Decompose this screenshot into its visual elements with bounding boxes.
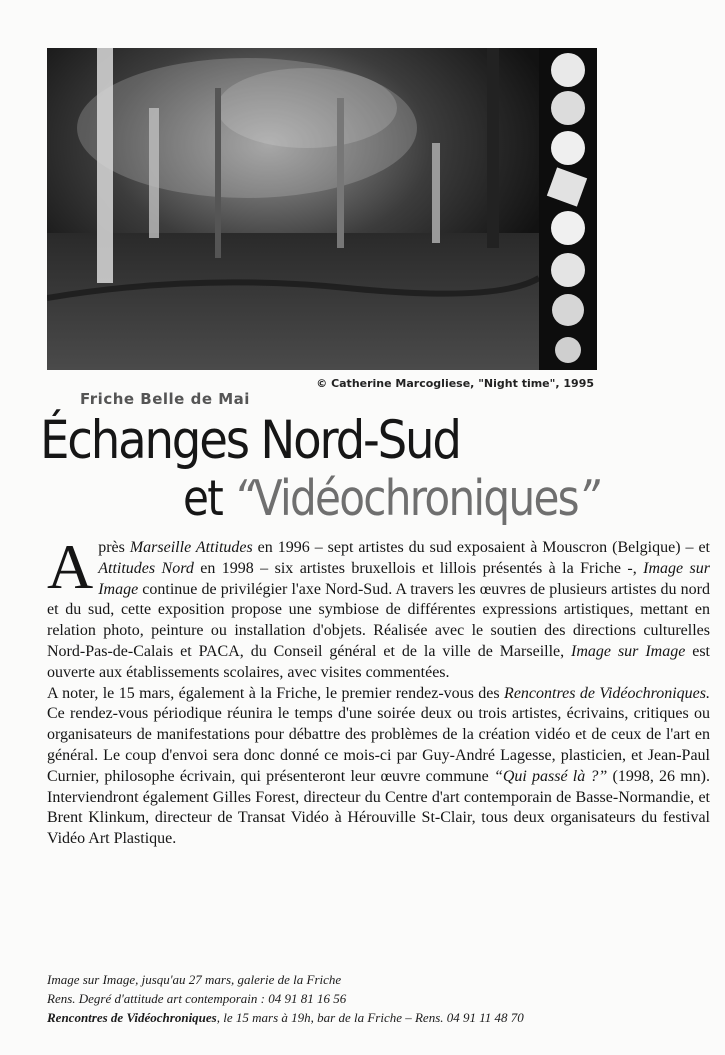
title-et: et: [183, 470, 223, 527]
footer-line-3-rest: , le 15 mars à 19h, bar de la Friche – Rens. 04 91 11 48 70: [216, 1010, 524, 1025]
footer-line-2: Rens. Degré d'attitude art contemporain : 04 91 81 16 56: [47, 991, 347, 1006]
night-forest-photo: [47, 48, 597, 370]
text-run: continue de privilégier l'axe Nord-Sud. A travers les œuvres de plusieurs artistes du nord et du sud, cette exposition propose une symbiose de différentes expressions artistiques, mettant en relation photo, peinture ou installation d'objets. Réalisée avec le soutien des directions culturelles Nord-Pas-de-Calais et PACA, du Conseil général et de la ville de Marseille,: [47, 580, 710, 660]
photo-artwork: [47, 48, 597, 370]
italic-title: Attitudes Nord: [98, 559, 194, 577]
dropcap: A: [47, 531, 94, 602]
text-run: en 1996 – sept artistes du sud exposaient à Mouscron (Belgique) – et: [252, 539, 711, 556]
article-title-line1: Échanges Nord-Sud: [40, 410, 460, 471]
title-videochroniques: Vidéochroniques: [253, 470, 578, 527]
article-title-line2: [183, 470, 599, 527]
footer-line-3: [47, 1008, 707, 1027]
article-footer: [47, 970, 707, 1027]
footer-line-1: Image sur Image, jusqu'au 27 mars, galerie de la Friche: [47, 972, 342, 987]
italic-title: Image sur Image: [571, 642, 686, 660]
title-close-quote: ”: [577, 470, 599, 527]
article-kicker: Friche Belle de Mai: [80, 390, 250, 408]
text-run: est ouverte aux établissements scolaires, avec visites commentées.: [47, 642, 711, 681]
text-run: A noter, le 15 mars, également à la Friche, le premier rendez-vous des: [47, 684, 505, 702]
photo-credit: © Catherine Marcogliese, "Night time", 1995: [316, 377, 594, 390]
text-run: Ce rendez-vous périodique réunira le temps d'une soirée deux ou trois artistes, écrivains, critiques ou organisateurs de manifestations pour débattre des problèmes de la création vidéo et de ceux de l'art en général. Le coup d'envoi sera donc donné ce mois-ci par Guy-André Lagesse, plasticien, et Jean-Paul Curnier, philosophe écrivain, qui présenteront leur œuvre commune: [47, 705, 710, 785]
text-run: près: [98, 539, 130, 556]
paragraph-2: [47, 684, 710, 850]
italic-title: “Qui passé là ?”: [493, 767, 608, 785]
footer-bold-title: Rencontres de Vidéochroniques: [47, 1010, 217, 1025]
paragraph-1: [47, 531, 711, 684]
text-run: en 1998 – six artistes bruxellois et lillois présentés à la Friche -,: [193, 559, 644, 577]
text-run: (1998, 26 mn). Interviendront également Gilles Forest, directeur du Centre d'art contemporain de Basse-Normandie, et Brent Klinkum, directeur de Transat Vidéo à Hérouville St-Clair, tous deux organisateurs du festival Vidéo Art Plastique.: [47, 767, 711, 848]
italic-title: Rencontres de Vidéochroniques.: [504, 684, 711, 702]
italic-title: Marseille Attitudes: [129, 539, 253, 556]
title-open-quote: “: [233, 470, 254, 527]
article-body: [47, 531, 711, 850]
italic-title: Image sur Image: [98, 559, 711, 598]
